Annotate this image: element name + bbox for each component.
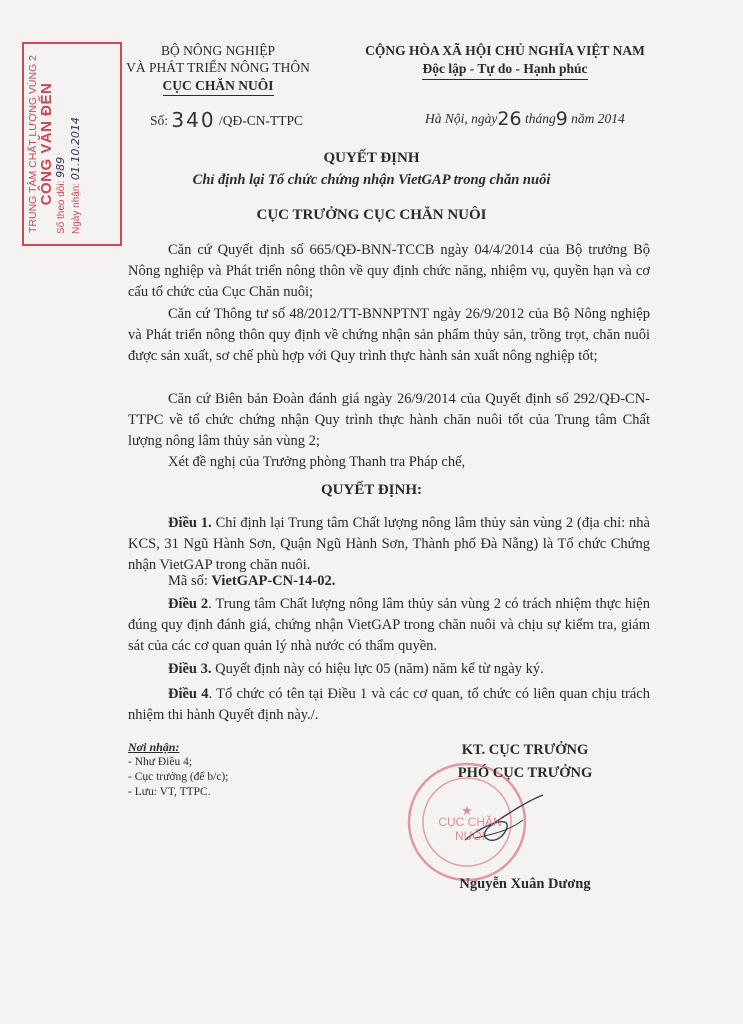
number-suffix: /QĐ-CN-TTPC	[218, 113, 303, 128]
seal-label: CỤC CHĂN NUÔI	[438, 815, 502, 843]
certification-code	[128, 571, 650, 592]
recipient-item: - Cục trưởng (để b/c);	[128, 771, 229, 783]
national-motto: Độc lập - Tự do - Hạnh phúc	[422, 60, 587, 80]
nation-name: CỘNG HÒA XÃ HỘI CHỦ NGHĨA VIỆT NAM	[365, 43, 645, 58]
stamp-date-label: Ngày nhận:	[71, 182, 82, 234]
recipient-item: - Lưu: VT, TTPC.	[128, 786, 211, 798]
decision-subtitle: Chỉ định lại Tổ chức chứng nhận VietGAP trong chăn nuôi	[192, 172, 551, 188]
stamp-number-value: 989	[54, 156, 67, 178]
stamp-number-label: Số theo dõi:	[56, 180, 67, 234]
decides-heading: QUYẾT ĐỊNH:	[321, 482, 422, 498]
date-year: năm 2014	[571, 111, 625, 126]
ministry-line1: BỘ NÔNG NGHIỆP	[161, 43, 275, 58]
signature-title-1: KT. CỤC TRƯỞNG	[461, 742, 589, 758]
recipient-item: - Như Điều 4;	[128, 756, 193, 768]
article-3	[128, 659, 650, 680]
signer-name: Nguyễn Xuân Dương	[459, 876, 591, 892]
article-4	[128, 684, 650, 726]
seal-text: ★	[461, 803, 473, 818]
recipients	[128, 740, 228, 800]
code-label: Mã số:	[168, 573, 212, 589]
article-2-text: . Trung tâm Chất lượng nông lâm thủy sản vùng 2 có trách nhiệm thực hiện đúng quy định đánh giá, chứng nhận VietGAP trong chăn nuôi và chịu sự kiểm tra, giám sát của các cơ quan quản lý nhà nước có thẩm quyền.	[128, 596, 650, 654]
article-4-text: . Tổ chức có tên tại Điều 1 và các cơ quan, tổ chức có liên quan chịu trách nhiệm thi hành Quyết định này./.	[128, 686, 650, 723]
stamp-title: CÔNG VĂN ĐẾN	[38, 82, 55, 206]
stamp-date-value: 01.10.2014	[69, 117, 82, 181]
basis-paragraph: Xét đề nghị của Trưởng phòng Thanh tra Pháp chế,	[168, 454, 466, 470]
date-month-word: tháng	[524, 111, 556, 126]
article-1-text: Chỉ định lại Trung tâm Chất lượng nông lâm thủy sản vùng 2 (địa chỉ: nhà KCS, 31 Ngũ Hành Sơn, Quận Ngũ Hành Sơn, Thành phố Đà Nẵng) là Tổ chức Chứng nhận VietGAP trong chăn nuôi.	[128, 515, 650, 573]
ministry-line2: VÀ PHÁT TRIỂN NÔNG THÔN	[126, 60, 310, 75]
recipients-heading: Nơi nhận:	[128, 740, 180, 754]
document-number	[150, 108, 303, 132]
basis-paragraph: Căn cứ Thông tư số 48/2012/TT-BNNPTNT ngày 26/9/2012 của Bộ Nông nghiệp và Phát triển nông thôn quy định về chứng nhận sản phẩm thủy sản, trồng trọt, chăn nuôi được sản xuất, sơ chế phù hợp với Quy trình thực hành sản xuất nông nghiệp tốt;	[128, 306, 650, 364]
article-4-label: Điều 4	[168, 686, 209, 702]
article-3-label: Điều 3.	[168, 661, 212, 677]
article-2	[128, 594, 650, 657]
issue-date	[425, 108, 625, 130]
basis-paragraph: Căn cứ Biên bản Đoàn đánh giá ngày 26/9/2014 của Quyết định số 292/QĐ-CN-TTPC về tổ chức chứng nhận Quy trình thực hành chăn nuôi tốt của Trung tâm Chất lượng nông lâm thủy sản vùng 2;	[128, 391, 650, 449]
article-1	[128, 513, 650, 576]
article-1-label: Điều 1.	[168, 515, 212, 531]
department-name: CỤC CHĂN NUÔI	[163, 77, 274, 96]
article-2-label: Điều 2	[168, 596, 209, 612]
basis-paragraph: Căn cứ Quyết định số 665/QĐ-BNN-TCCB ngày 04/4/2014 của Bộ trưởng Bộ Nông nghiệp và Phát triển nông thôn về quy định chức năng, nhiệm vụ, quyền hạn và cơ cấu tổ chức của Cục Chăn nuôi;	[128, 242, 650, 300]
decision-title: QUYẾT ĐỊNH	[323, 150, 420, 166]
date-place: Hà Nội, ngày	[425, 111, 498, 126]
stamp-org: TRUNG TÂM CHẤT LƯỢNG VÙNG 2	[27, 54, 39, 234]
authority-title: CỤC TRƯỞNG CỤC CHĂN NUÔI	[256, 207, 487, 223]
national-header	[345, 42, 665, 80]
date-day: 26	[497, 108, 522, 130]
code-value: VietGAP-CN-14-02.	[211, 573, 336, 589]
issuing-authority	[118, 42, 318, 96]
article-3-text: Quyết định này có hiệu lực 05 (năm) năm kể từ ngày ký.	[211, 661, 544, 677]
number-handwritten: 340	[171, 108, 216, 132]
number-prefix: Số:	[150, 113, 169, 128]
signature-title-2: PHÓ CỤC TRƯỞNG	[457, 765, 593, 781]
date-month: 9	[555, 108, 568, 130]
